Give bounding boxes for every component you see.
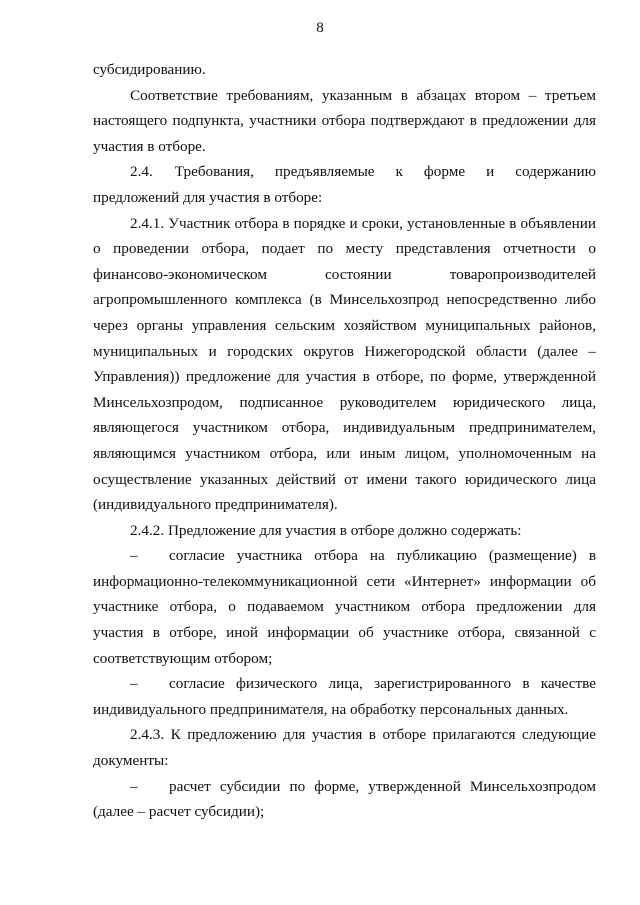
page-number: 8: [316, 20, 324, 36]
bullet-item: [93, 774, 596, 825]
document-body: [93, 57, 596, 825]
bullet-text: согласие физического лица, зарегистрированного в качестве индивидуального предпринимателя, на обработку персональных данных.: [93, 675, 596, 718]
paragraph-2-4-1: 2.4.1. Участник отбора в порядке и сроки, установленные в объявлении о проведении отбора, подает по месту представления отчетности о финансово-экономическом состоянии товаропроизводителей агропромышленного комплекса (в Минсельхозпрод непосредственно либо через органы управления сельским хозяйством муниципальных районов, муниципальных и городских округов Нижегородской области (далее – Управления)) предложение для участия в отборе, по форме, утвержденной Минсельхозпродом, подписанное руководителем юридического лица, являющегося участником отбора, индивидуальным предпринимателем, являющимся участником отбора, или иным лицом, уполномоченным на осуществление указанных действий от имени такого юридического лица (индивидуального предпринимателя).: [93, 214, 596, 514]
bullet-item: [93, 543, 596, 671]
bullet-text: расчет субсидии по форме, утвержденной Минсельхозпродом (далее – расчет субсидии);: [93, 777, 596, 821]
paragraph-continuation: субсидированию.: [93, 61, 206, 78]
bullet-dash: –: [130, 777, 138, 795]
paragraph-compliance: Соответствие требованиям, указанным в абзацах втором – третьем настоящего подпункта, участники отбора подтверждают в предложении для участия в отборе.: [93, 86, 596, 155]
paragraph-2-4-2: 2.4.2. Предложение для участия в отборе должно содержать:: [130, 521, 522, 539]
section-2-4-text: Требования, предъявляемые к форме и содержанию предложений для участия в отборе:: [93, 163, 596, 206]
section-2-4-number: 2.4.: [130, 163, 153, 181]
section-2-4: [93, 159, 596, 210]
paragraph-2-4-3: 2.4.3. К предложению для участия в отборе прилагаются следующие документы:: [93, 726, 596, 770]
bullet-dash: –: [130, 675, 138, 693]
bullet-text: согласие участника отбора на публикацию (размещение) в информационно-телекоммуникационной сети «Интернет» информации об участнике отбора, о подаваемом участником отбора предложении для участия в отборе, иной информации об участнике отбора, связанной с соответствующим отбором;: [93, 547, 596, 667]
bullet-item: [93, 671, 596, 722]
bullet-dash: –: [130, 547, 138, 565]
